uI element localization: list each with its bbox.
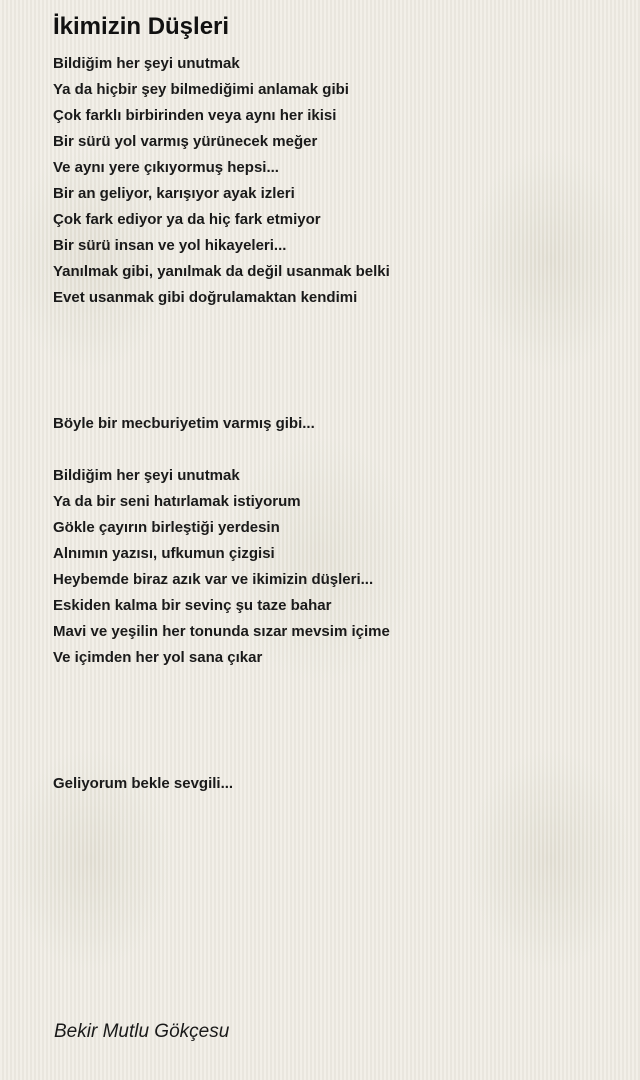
poem-line: Bildiğim her şeyi unutmak	[53, 467, 240, 484]
stanza-4	[53, 771, 233, 797]
poem-line: Ya da hiçbir şey bilmediğimi anlamak gibi	[53, 81, 349, 98]
poem-line: Çok farklı birbirinden veya aynı her ikisi	[53, 107, 337, 124]
poem-author: Bekir Mutlu Gökçesu	[54, 1021, 230, 1042]
poem-line: Evet usanmak gibi doğrulamaktan kendimi	[53, 289, 358, 306]
poem-title: İkimizin Düşleri	[53, 13, 230, 40]
stanza-3	[53, 463, 390, 671]
stanza-2	[53, 411, 315, 437]
poem-line: Geliyorum bekle sevgili...	[53, 775, 234, 792]
poem-line: Çok fark ediyor ya da hiç fark etmiyor	[53, 211, 321, 228]
stanza-1	[53, 51, 390, 311]
poem-line: Eskiden kalma bir sevinç şu taze bahar	[53, 597, 332, 614]
poem-line: Böyle bir mecburiyetim varmış gibi...	[53, 415, 315, 432]
poem-line: Ve içimden her yol sana çıkar	[53, 649, 263, 666]
poem-line: Ve aynı yere çıkıyormuş hepsi...	[53, 159, 279, 176]
poem-line: Bildiğim her şeyi unutmak	[53, 55, 240, 72]
poem-line: Ya da bir seni hatırlamak istiyorum	[53, 493, 301, 510]
poem-line: Alnımın yazısı, ufkumun çizgisi	[53, 545, 275, 562]
poem-line: Mavi ve yeşilin her tonunda sızar mevsim içime	[53, 623, 390, 640]
poem-line: Yanılmak gibi, yanılmak da değil usanmak belki	[53, 263, 390, 280]
poem-line: Bir sürü yol varmış yürünecek meğer	[53, 133, 318, 150]
poem-line: Heybemde biraz azık var ve ikimizin düşleri...	[53, 571, 374, 588]
poem-line: Bir sürü insan ve yol hikayeleri...	[53, 237, 287, 254]
poem-line: Bir an geliyor, karışıyor ayak izleri	[53, 185, 295, 202]
poem-line: Gökle çayırın birleştiği yerdesin	[53, 519, 280, 536]
